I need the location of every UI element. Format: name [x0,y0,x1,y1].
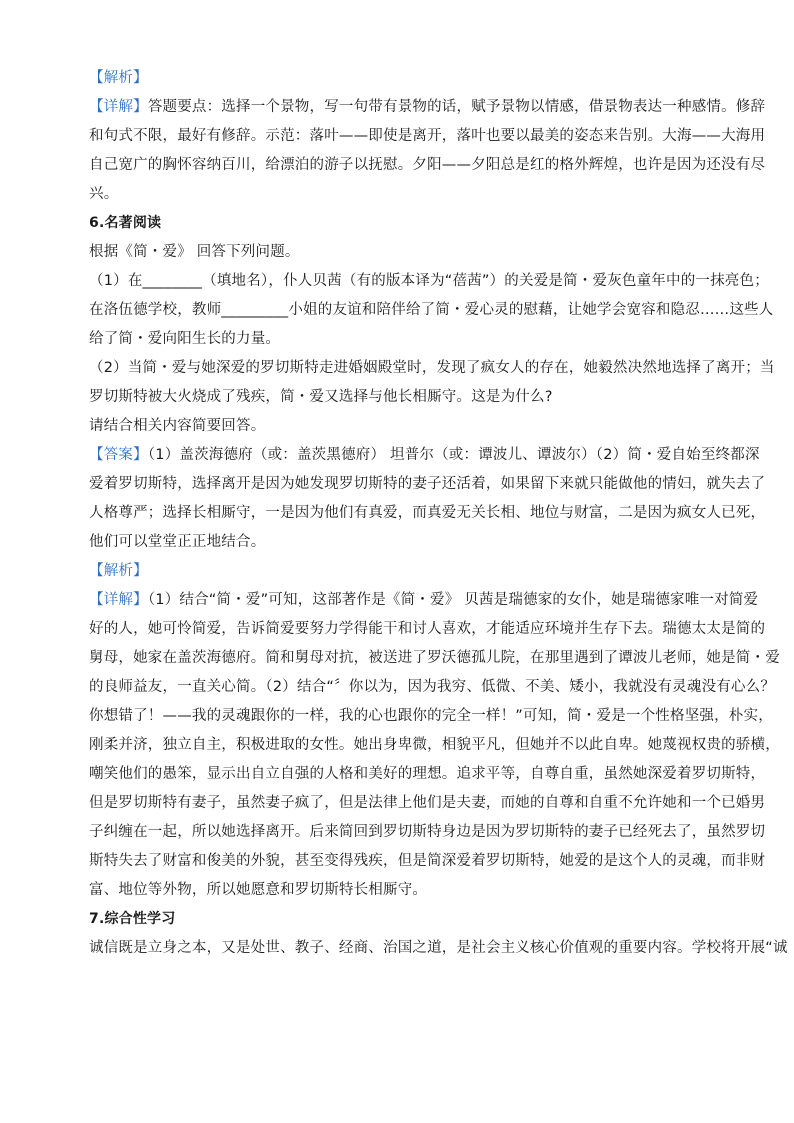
analysis-1-line-2: 和句式不限，最好有修辞。示范：落叶——即使是离开，落叶也要以最美的姿态来告别。大海——大海用 [89,128,766,144]
analysis-tag-1: 【解析】 [89,70,148,86]
question-7-heading: 7.综合性学习 [89,911,176,927]
q7-line-1: 诚信既是立身之本，又是处世、教子、经商、治国之道，是社会主义核心价值观的重要内容。学校将开展“诚 [89,940,788,956]
analysis-2-line-6: 刚柔并济，独立自主，积极进取的女性。她出身卑微，相貌平凡，但她并不以此自卑。她蔑视权贵的骄横， [89,737,780,753]
analysis-2-line-3: 舅母，她家在盖茨海德府。简和舅母对抗，被送进了罗沃德孤儿院，在那里遇到了谭波儿老师，她是简・爱 [89,650,780,666]
analysis-2-line-4: 的良师益友，一直关心简。（2）结合“〞你以为，因为我穷、低微、不美、矮小，我就没有灵魂没有心么？ [89,679,776,695]
question-7-body [89,934,788,963]
answer-tag: 【答案】 [89,447,148,463]
analysis-detail-1 [89,93,766,209]
analysis-tag-2: 【解析】 [89,563,148,579]
analysis-2-line-9: 子纠缠在一起，所以她选择离开。后来简回到罗切斯特身边是因为罗切斯特的妻子已经死去了，虽然罗切 [89,824,766,840]
analysis-2-line-1-text: （1）结合“简・爱”可知，这部著作是《简・爱》 贝茜是瑞德家的女仆，她是瑞德家唯一对简爱 [147,592,759,608]
analysis-2-line-7: 嘲笑他们的愚笨，显示出自立自强的人格和美好的理想。追求平等，自尊自重，虽然她深爱着罗切斯特， [89,766,766,782]
answer-block [89,441,766,557]
q6-line-4: 给了简・爱向阳生长的力量。 [89,331,281,347]
answer-line-1-text: （1）盖茨海德府（或：盖茨黑德府） 坦普尔（或：谭波儿、谭波尔）（2）简・爱自始至终都深 [147,447,760,463]
analysis-2-line-10: 斯特失去了财富和俊美的外貌，甚至变得残疾，但是简深爱着罗切斯特，她爱的是这个人的灵魂，而非财 [89,853,766,869]
question-6-heading: 6.名著阅读 [89,215,162,231]
question-6-body [89,238,775,441]
answer-line-3: 人格尊严；选择长相厮守，一是因为他们有真爱，而真爱无关长相、地位与财富，二是因为疯女人已死， [89,505,766,521]
q6-line-2: （1）在________（填地名），仆人贝茜（有的版本译为“蓓茜”）的关爱是简・爱灰色童年中的一抹亮色； [89,273,769,289]
analysis-2-line-2: 好的人，她可怜简爱，告诉简爱要努力学得能干和讨人喜欢，才能适应环境并生存下去。瑞德太太是简的 [89,621,766,637]
analysis-2-line-5: 你想错了！——我的灵魂跟你的一样，我的心也跟你的完全一样！”可知，简・爱是一个性格坚强，朴实， [89,708,773,724]
q6-line-5: （2）当简・爱与她深爱的罗切斯特走进婚姻殿堂时，发现了疯女人的存在，她毅然决然地选择了离开；当 [89,360,775,376]
answer-line-1 [89,441,760,470]
q6-line-1: 根据《简・爱》 回答下列问题。 [89,244,300,260]
analysis-1-line-3: 自己宽广的胸怀容纳百川，给漂泊的游子以抚慰。夕阳——夕阳总是红的格外辉煌，也许是因为还没有尽 [89,157,766,173]
q6-line-3: 在洛伍德学校，教师_________小姐的友谊和陪伴给了简・爱心灵的慰藉，让她学会宽容和隐忍……这些人 [89,302,774,318]
answer-line-4: 他们可以堂堂正正地结合。 [89,534,266,550]
analysis-1-line-1: 【详解】答题要点：选择一个景物，写一句带有景物的话，赋予景物以情感，借景物表达一种感情。修辞 [89,99,766,115]
analysis-1-line-4: 兴。 [89,186,119,202]
analysis-2-line-1: 【详解】（1）结合“简・爱”可知，这部著作是《简・爱》 贝茜是瑞德家的女仆，她是瑞德家唯一对简爱 [89,592,759,608]
analysis-detail-2 [89,586,780,905]
analysis-2-line-11: 富、地位等外物，所以她愿意和罗切斯特长相厮守。 [89,882,428,898]
analysis-1-line-1-text: 答题要点：选择一个景物，写一句带有景物的话，赋予景物以情感，借景物表达一种感情。修辞 [147,99,766,115]
q6-line-6: 罗切斯特被大火烧成了残疾，简・爱又选择与他长相厮守。这是为什么? [89,389,553,405]
answer-line-2: 爱着罗切斯特，选择离开是因为她发现罗切斯特的妻子还活着，如果留下来就只能做他的情妇，就失去了 [89,476,766,492]
analysis-2-line-8: 但是罗切斯特有妻子，虽然妻子疯了，但是法律上他们是夫妻，而她的自尊和自重不允许她和一个已婚男 [89,795,766,811]
q6-line-7: 请结合相关内容简要回答。 [89,418,266,434]
